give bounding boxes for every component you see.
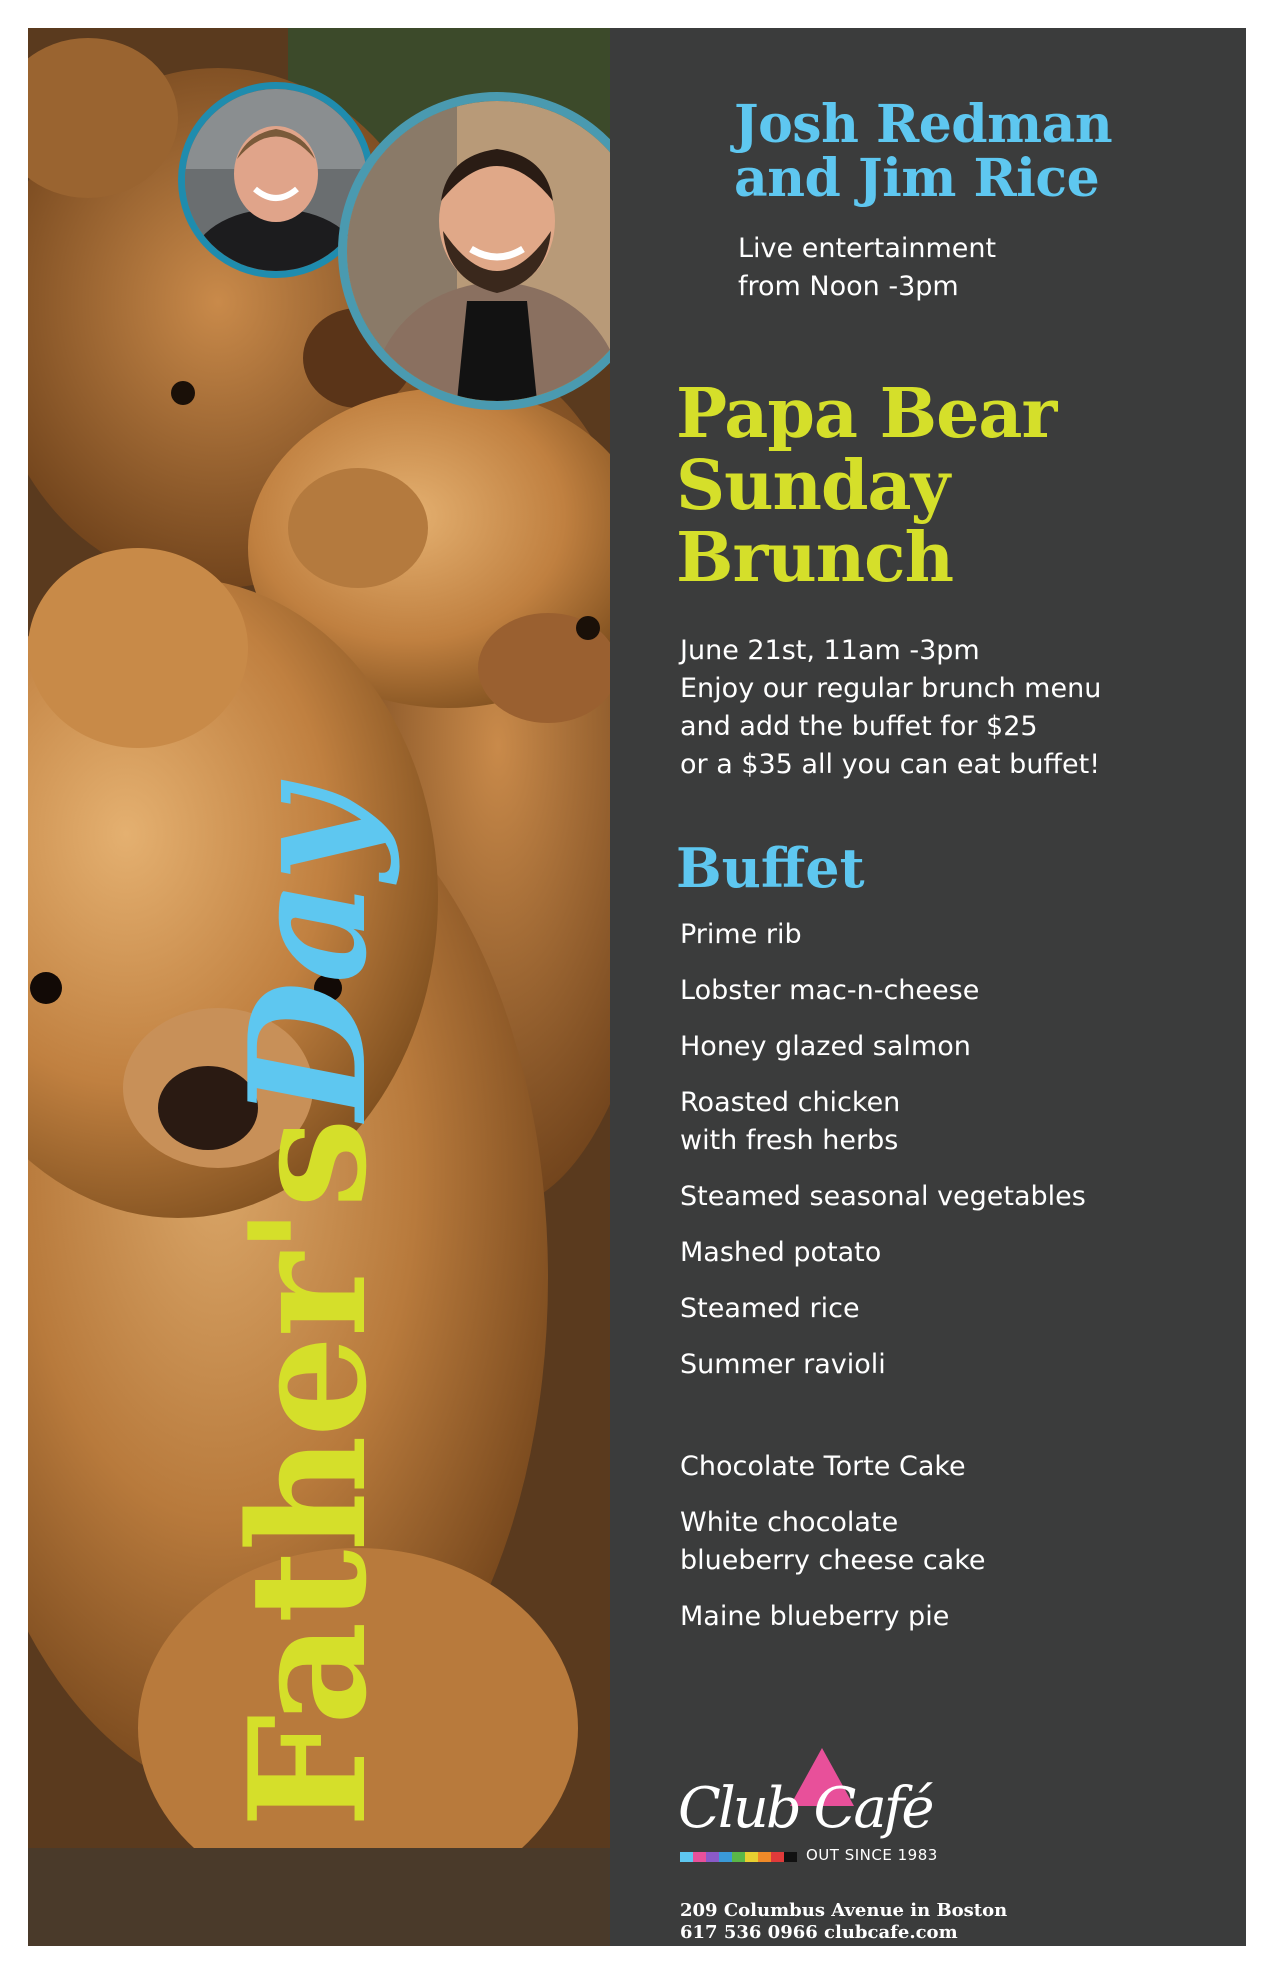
brunch-title-line-1: Papa Bear [676, 374, 1057, 454]
menu-item-text: Mashed potato [680, 1237, 882, 1268]
performers-line-2: and Jim Rice [734, 148, 1100, 209]
brunch-desc-line: June 21st, 11am -3pm [680, 635, 980, 666]
list-item [680, 972, 1086, 1010]
entertainment-desc-line-2: from Noon -3pm [738, 271, 959, 302]
brunch-title-line-3: Brunch [676, 518, 954, 598]
menu-item-text: Summer ravioli [680, 1349, 886, 1380]
stripe-segment [745, 1852, 758, 1862]
entertainment-desc-line-1: Live entertainment [738, 233, 997, 264]
menu-item-text: Prime rib [680, 919, 802, 950]
menu-item-text: Roasted chicken [680, 1087, 901, 1118]
stripe-segment [680, 1852, 693, 1862]
dessert-item-text: White chocolate [680, 1507, 899, 1538]
stripe-segment [719, 1852, 732, 1862]
performers-line-1: Josh Redman [734, 94, 1113, 155]
phone-and-website: 617 536 0966 clubcafe.com [680, 1922, 958, 1943]
fathers-day-title [214, 790, 402, 1828]
stripe-segment [732, 1852, 745, 1862]
poster [28, 28, 1246, 1946]
brunch-description [680, 632, 1101, 784]
logo-tagline: OUT SINCE 1983 [806, 1846, 938, 1864]
dessert-item-text: Maine blueberry pie [680, 1601, 950, 1632]
title-day: Day [214, 790, 402, 1121]
list-item [680, 1504, 986, 1580]
list-item [680, 916, 1086, 954]
brunch-title-line-2: Sunday [676, 446, 950, 526]
list-item [680, 1178, 1086, 1216]
list-item [680, 1084, 1086, 1160]
menu-item-text: Lobster mac-n-cheese [680, 975, 980, 1006]
info-panel [610, 28, 1246, 1946]
menu-item-text: Steamed seasonal vegetables [680, 1181, 1086, 1212]
brunch-desc-line: or a $35 all you can eat buffet! [680, 749, 1101, 780]
club-cafe-logo [678, 1746, 958, 1876]
address-block [680, 1900, 1007, 1944]
list-item [680, 1234, 1086, 1272]
stripe-segment [758, 1852, 771, 1862]
list-item [680, 1448, 986, 1486]
entertainment-description [738, 230, 996, 306]
list-item [680, 1598, 986, 1636]
stripe-segment [771, 1852, 784, 1862]
title-fathers: Father's [214, 1120, 402, 1828]
logo-wordmark: Club Café [678, 1776, 932, 1841]
menu-item-text: Honey glazed salmon [680, 1031, 971, 1062]
street-address: 209 Columbus Avenue in Boston [680, 1900, 1008, 1921]
menu-item-text: Steamed rice [680, 1293, 860, 1324]
list-item [680, 1346, 1086, 1384]
stripe-segment [784, 1852, 797, 1862]
list-item [680, 1028, 1086, 1066]
menu-item-text: with fresh herbs [680, 1125, 899, 1156]
stripe-segment [706, 1852, 719, 1862]
dessert-item-text: blueberry cheese cake [680, 1545, 986, 1576]
stripe-segment [693, 1852, 706, 1862]
rainbow-stripe-icon [680, 1852, 797, 1862]
performers-heading [734, 94, 1113, 209]
brunch-desc-line: Enjoy our regular brunch menu [680, 673, 1102, 704]
buffet-menu-list [680, 916, 1086, 1402]
person-photo-icon [347, 101, 610, 401]
buffet-heading: Buffet [676, 836, 865, 900]
teddy-bear-photo [28, 28, 610, 1946]
dessert-item-text: Chocolate Torte Cake [680, 1451, 966, 1482]
brunch-title [676, 374, 1057, 598]
list-item [680, 1290, 1086, 1328]
brunch-desc-line: and add the buffet for $25 [680, 711, 1038, 742]
dessert-menu-list [680, 1448, 986, 1654]
